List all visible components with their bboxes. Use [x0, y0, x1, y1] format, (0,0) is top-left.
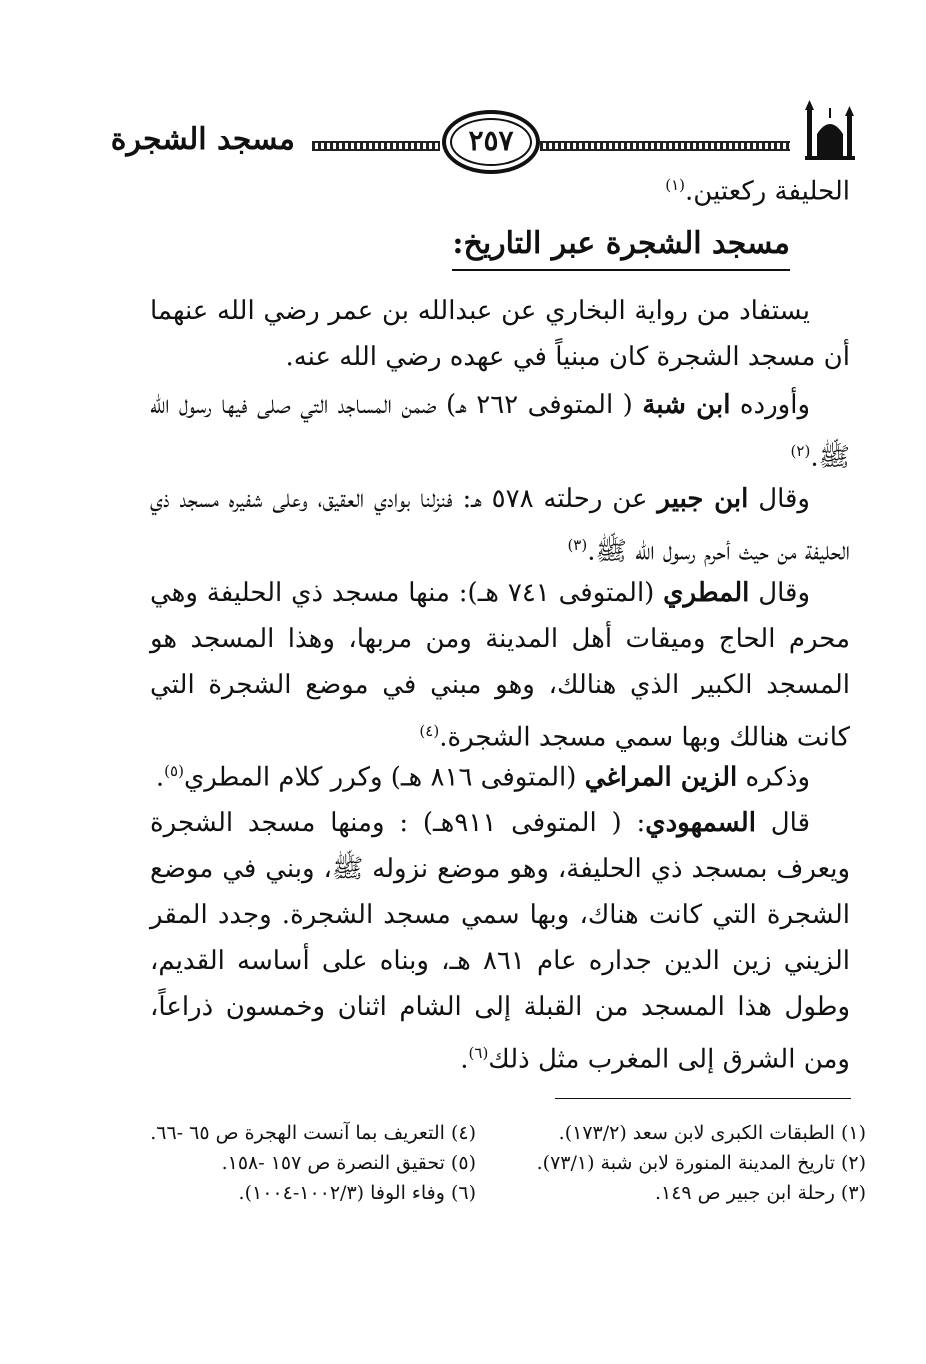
header-ornament-left — [312, 141, 440, 151]
mosque-icon — [805, 100, 855, 160]
footnote-divider — [555, 1098, 851, 1099]
footnote-item: (٥) تحقيق النصرة ص ١٥٧ -١٥٨. — [221, 1152, 476, 1174]
footnote-ref: (١) — [665, 176, 686, 194]
paragraph-5: وذكره الزين المراغي (المتوفى ٨١٦ هـ) وكرر كلام المطري$^{(٥)}$. — [155, 762, 810, 793]
scholar-name: السمهودي — [645, 808, 756, 838]
footnote-ref: (٣) — [567, 536, 588, 554]
scholar-name: ابن شبة — [642, 390, 731, 420]
page-number-frame — [442, 110, 540, 174]
paragraph-4: وقال المطري (المتوفى ٧٤١ هـ): منها مسجد ذي الحليفة وهي محرم الحاج وميقات أهل المدينة ومن مربها، وهذا المسجد هو المسجد الكبير الذي هنالك، وهو مبني في موضع الشجرة التي كانت هنالك وبها سمي مسجد الشجرة.$^{(٤)}$ — [150, 578, 850, 753]
scholar-name: ابن جبير — [657, 484, 749, 514]
footnote-item: (٣) رحلة ابن جبير ص ١٤٩. — [654, 1182, 866, 1204]
paragraph-3: وقال ابن جبير عن رحلته ٥٧٨ هـ: فنزلنا بوادي العقيق، وعلى شفيره مسجد ذي الحليفة من حيث أحرم رسول الله ﷺ.$^{(٣)}$ — [150, 484, 850, 567]
footnote-ref: (٢) — [790, 442, 811, 460]
scholar-name: المطري — [663, 578, 750, 608]
footnote-ref: (٤) — [419, 722, 440, 740]
footnotes-left-column — [150, 1118, 476, 1208]
footnote-ref: (٦) — [468, 1044, 489, 1062]
header-ornament-right — [540, 141, 790, 151]
paragraph-2: وأورده ابن شبة ( المتوفى ٢٦٢ هـ) ضمن المساجد التي صلى فيها رسول الله ﷺ.$^{(٢)}$ — [150, 390, 850, 473]
section-heading: مسجد الشجرة عبر التاريخ: — [452, 226, 790, 271]
scholar-name: الزين المراغي — [584, 762, 738, 793]
page-header — [110, 100, 850, 180]
footnotes-right-column — [537, 1118, 866, 1208]
footnote-item: (١) الطبقات الكبرى لابن سعد (١٧٣/٢). — [558, 1122, 866, 1144]
paragraph-6: قال السمهودي: ( المتوفى ٩١١هـ) : ومنها مسجد الشجرة ويعرف بمسجد ذي الحليفة، وهو موضع نزوله ﷺ، وبني في موضع الشجرة التي كانت هناك، وبها سمي مسجد الشجرة. وجدد المقر الزيني زين الدين جداره عام ٨٦١ هـ، وبناه على أساسه القديم، وطول هذا المسجد من القبلة إلى الشام اثنان وخمسون ذراعاً، ومن الشرق إلى المغرب مثل ذلك$^{(٦)}$. — [150, 808, 850, 1075]
footnote-item: (٢) تاريخ المدينة المنورة لابن شبة (٧٣/١). — [536, 1152, 866, 1174]
intro-line: الحليفة ركعتين.$^{(١)}$ — [665, 176, 850, 207]
paragraph-1: يستفاد من رواية البخاري عن عبدالله بن عمر رضي الله عنهما أن مسجد الشجرة كان مبنياً في عهده رضي الله عنه. — [150, 296, 850, 372]
page-number: ٢٥٧ — [468, 124, 514, 157]
footnote-item: (٤) التعريف بما آنست الهجرة ص ٦٥ -٦٦. — [150, 1122, 476, 1144]
running-title: مسجد الشجرة — [110, 122, 295, 157]
footnote-ref: (٥) — [164, 762, 184, 780]
footnote-item: (٦) وفاء الوفا (١٠٠٢/٣-١٠٠٤). — [238, 1182, 476, 1204]
